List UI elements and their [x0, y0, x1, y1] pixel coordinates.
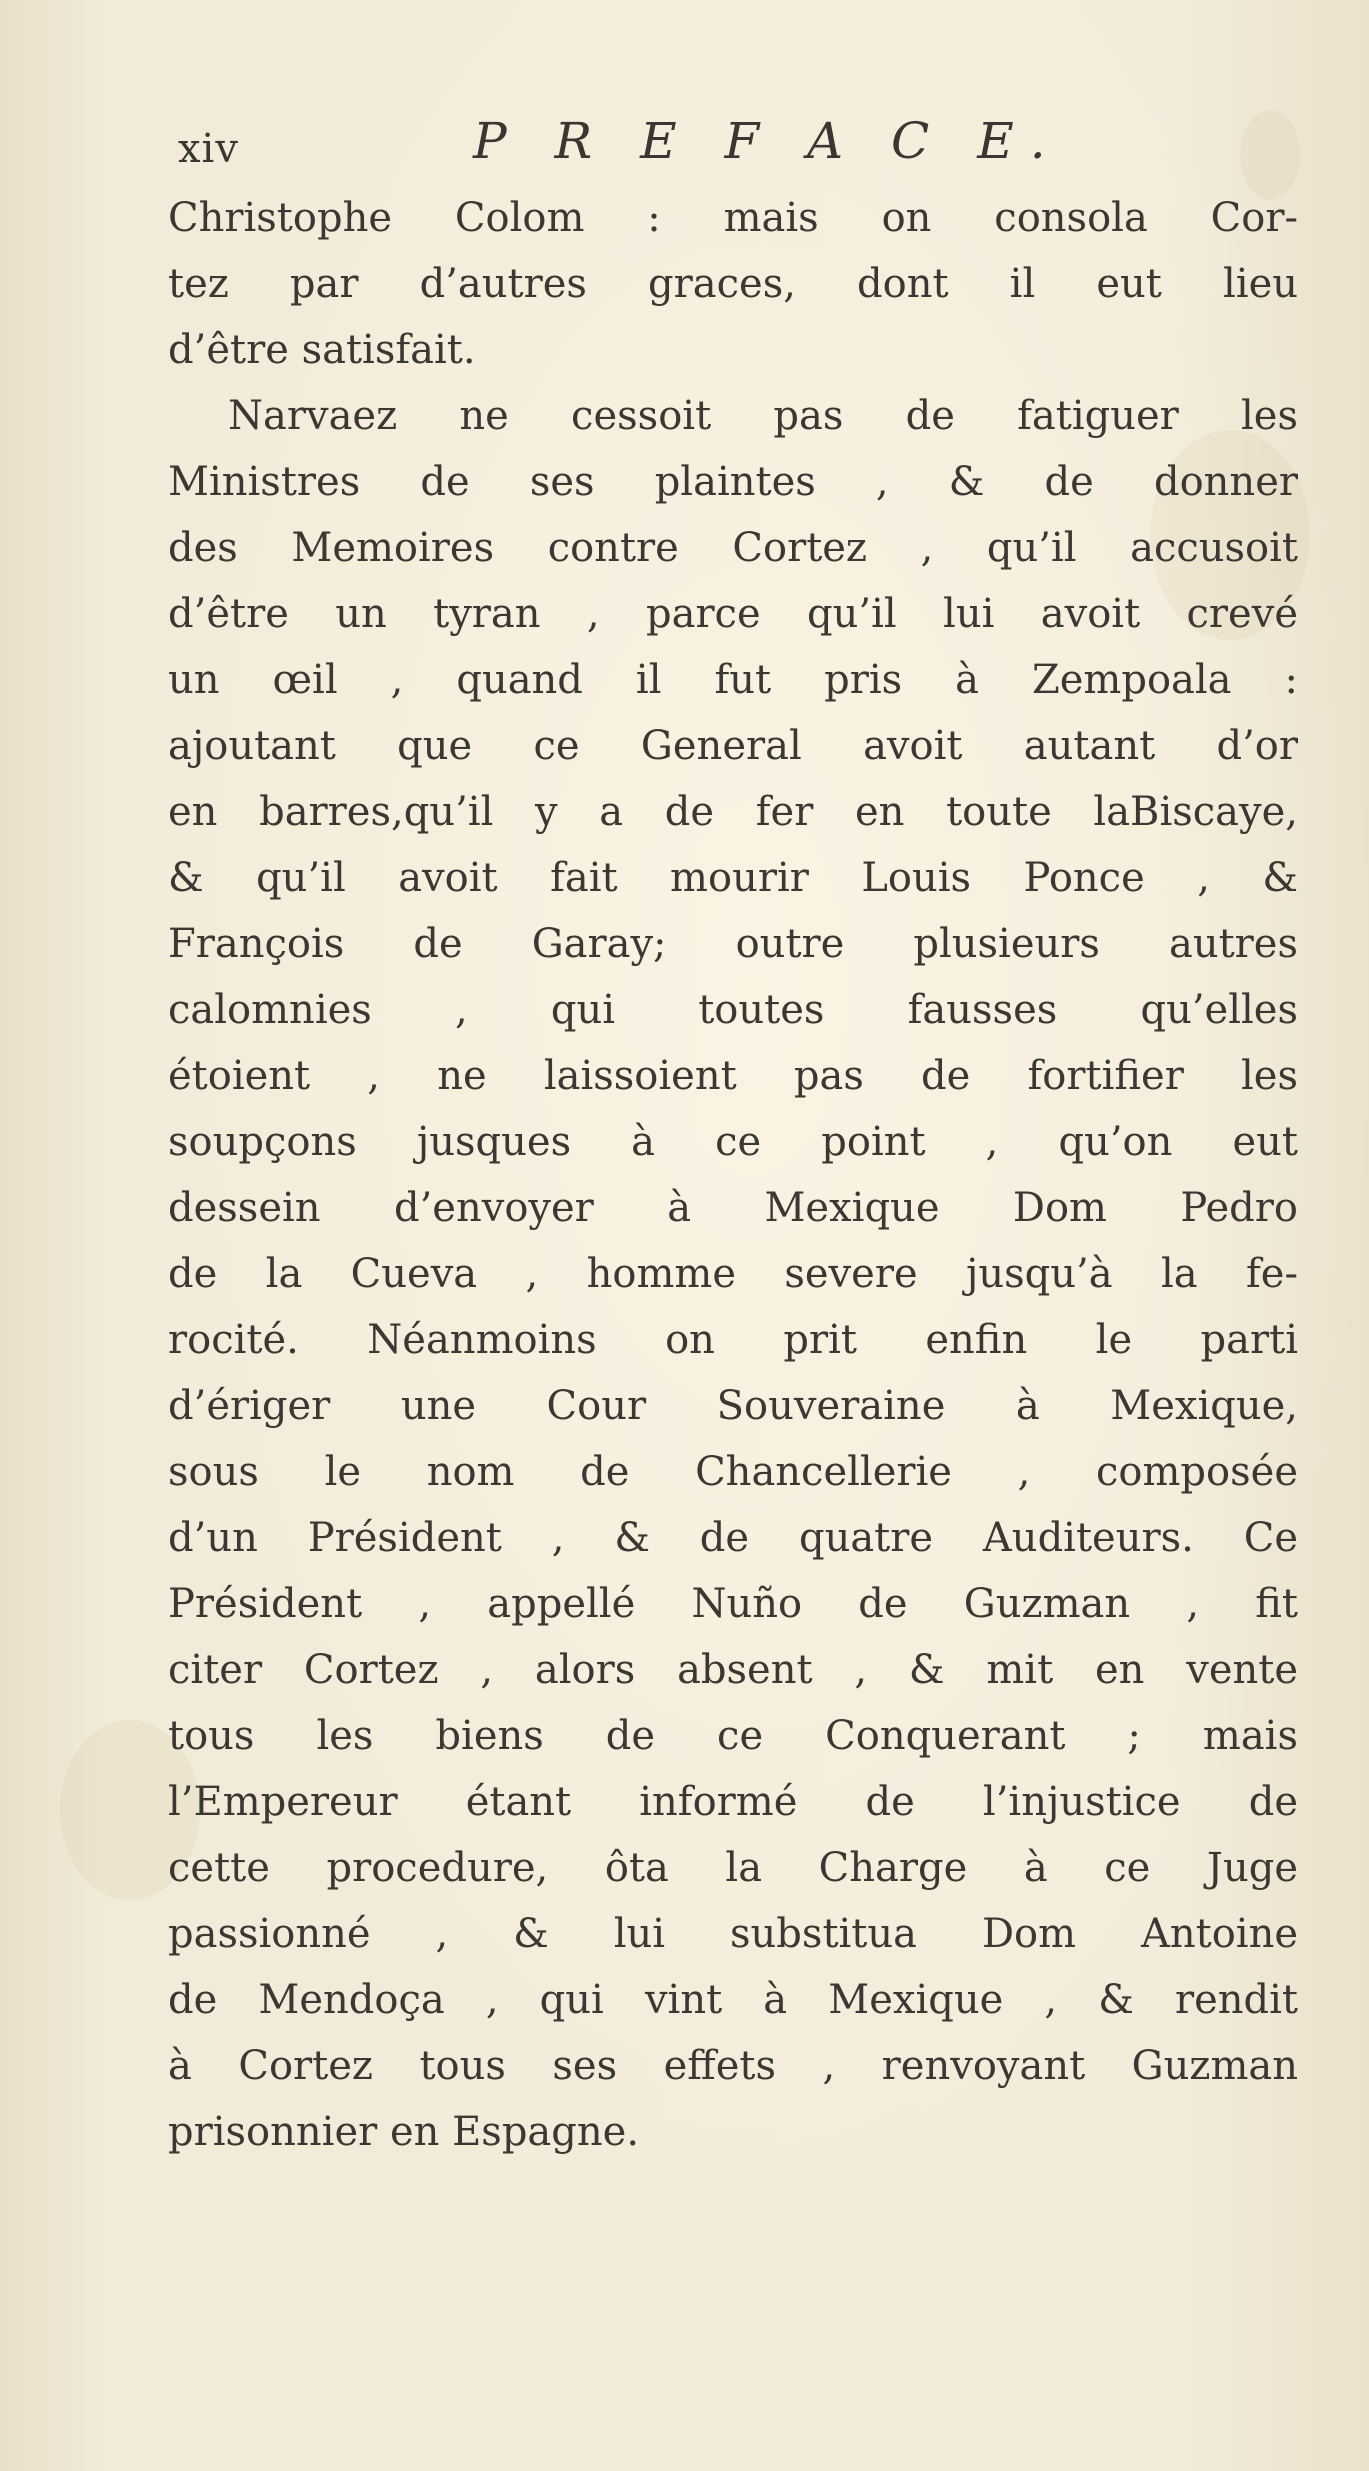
text-line: des Memoires contre Cortez , qu’il accusoit — [168, 525, 1298, 571]
text-line: tez par d’autres graces, dont il eut lieu — [168, 261, 1298, 307]
text-line: de Mendoça , qui vint à Mexique , & rendit — [168, 1977, 1298, 2023]
text-line: d’ériger une Cour Souveraine à Mexique, — [168, 1383, 1298, 1429]
text-line: François de Garay; outre plusieurs autres — [168, 921, 1298, 967]
text-line: Président , appellé Nuño de Guzman , fit — [168, 1581, 1298, 1627]
text-line: Ministres de ses plaintes , & de donner — [168, 459, 1298, 505]
text-line: dessein d’envoyer à Mexique Dom Pedro — [168, 1185, 1298, 1231]
text-line: tous les biens de ce Conquerant ; mais — [168, 1713, 1298, 1759]
text-line: un œil , quand il fut pris à Zempoala : — [168, 657, 1298, 703]
text-line: d’être un tyran , parce qu’il lui avoit crevé — [168, 591, 1298, 637]
text-line: d’être satisfait. — [168, 327, 476, 373]
text-line: Christophe Colom : mais on consola Cor- — [168, 195, 1298, 241]
text-line: passionné , & lui substitua Dom Antoine — [168, 1911, 1298, 1957]
text-line: d’un Président , & de quatre Auditeurs. Ce — [168, 1515, 1298, 1561]
text-line: & qu’il avoit fait mourir Louis Ponce , & — [168, 855, 1298, 901]
text-line: cette procedure, ôta la Charge à ce Juge — [168, 1845, 1298, 1891]
text-line: sous le nom de Chancellerie , composée — [168, 1449, 1298, 1495]
body-text — [168, 185, 1298, 2165]
text-line: étoient , ne laissoient pas de fortifier les — [168, 1053, 1298, 1099]
text-line: calomnies , qui toutes fausses qu’elles — [168, 987, 1298, 1033]
text-line: prisonnier en Espagne. — [168, 2109, 640, 2155]
page-number: xiv — [178, 126, 239, 172]
text-line: en barres,qu’il y a de fer en toute laBiscaye, — [168, 789, 1298, 835]
page-header — [178, 112, 1078, 178]
text-line: l’Empereur étant informé de l’injustice de — [168, 1779, 1298, 1825]
text-line: Narvaez ne cessoit pas de fatiguer les — [228, 393, 1298, 439]
text-line: ajoutant que ce General avoit autant d’or — [168, 723, 1298, 769]
running-head: P R E F A C E. — [473, 112, 1062, 170]
text-line: à Cortez tous ses effets , renvoyant Guzman — [168, 2043, 1298, 2089]
text-line: soupçons jusques à ce point , qu’on eut — [168, 1119, 1298, 1165]
text-line: rocité. Néanmoins on prit enfin le parti — [168, 1317, 1298, 1363]
text-line: citer Cortez , alors absent , & mit en vente — [168, 1647, 1298, 1693]
text-line: de la Cueva , homme severe jusqu’à la fe- — [168, 1251, 1298, 1297]
